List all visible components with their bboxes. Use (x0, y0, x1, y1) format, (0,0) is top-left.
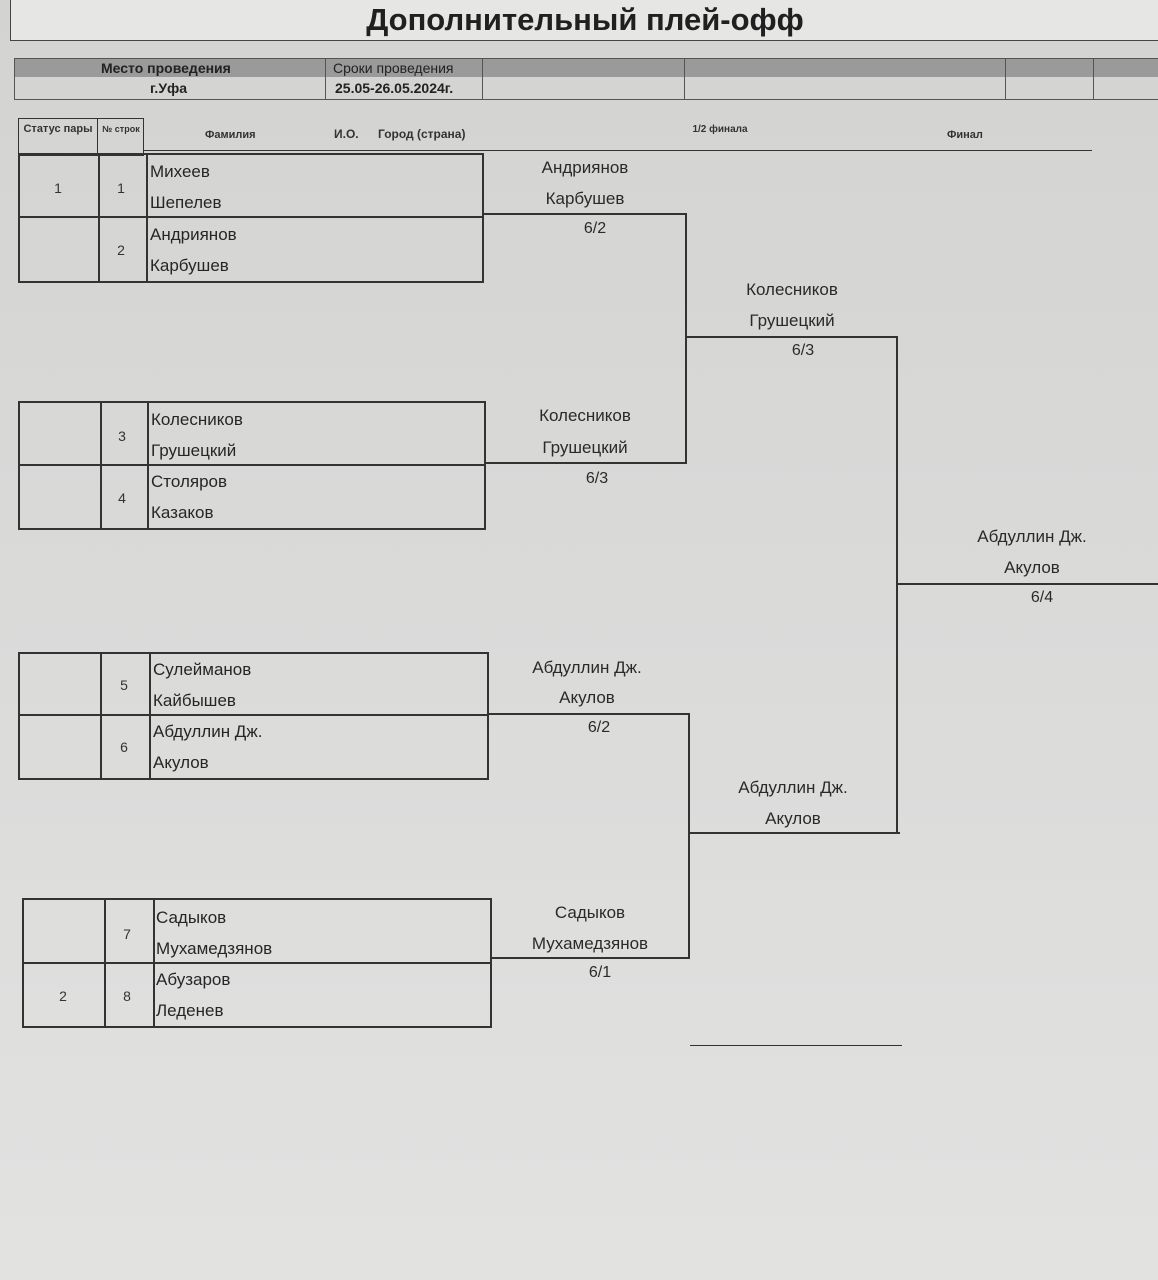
pair-group-3 (18, 652, 489, 780)
pair-group-1 (18, 153, 484, 283)
match-score: 6/3 (585, 470, 609, 487)
pair-status: 1 (54, 180, 62, 196)
winner-name: Акулов (559, 688, 615, 707)
player-name: Андриянов (150, 225, 237, 244)
city-header: Город (страна) (378, 127, 466, 141)
player-name: Столяров (151, 472, 228, 491)
player-name: Колесников (151, 410, 243, 429)
winner-name: Грушецкий (749, 311, 835, 330)
status-header: Статус пары (23, 123, 93, 135)
player-name: Карбушев (150, 256, 229, 275)
winner-name: Мухамедзянов (531, 934, 649, 953)
blank-line (690, 1045, 902, 1046)
final-score: 6/4 (1030, 589, 1054, 606)
winner-name: Абдуллин Дж. (738, 778, 848, 797)
player-name: Кайбышев (153, 691, 236, 710)
match-score: 6/1 (588, 964, 612, 981)
surname-header: Фамилия (205, 129, 256, 141)
pair-group-2 (18, 401, 486, 530)
pair-status: 2 (59, 988, 67, 1004)
initials-header: И.О. (334, 127, 359, 141)
row-number: 1 (117, 180, 125, 196)
dates-label: Сроки проведения (333, 60, 454, 76)
bracket-line (688, 713, 690, 959)
winner-name: Колесников (539, 406, 631, 425)
winner-name: Андриянов (541, 158, 629, 177)
bracket-line (898, 583, 1158, 585)
row-number: 5 (120, 677, 128, 693)
bracket-line (896, 336, 898, 834)
info-table (14, 58, 1158, 100)
venue-label: Место проведения (101, 60, 231, 76)
final-header: Финал (947, 129, 983, 141)
row-number-header: № строк (102, 124, 140, 134)
player-name: Казаков (151, 503, 214, 522)
page-title: Дополнительный плей-офф (366, 2, 804, 37)
player-name: Абузаров (156, 970, 231, 989)
player-name: Садыков (156, 908, 227, 927)
winner-name: Акулов (765, 809, 821, 828)
match-score: 6/3 (791, 342, 815, 359)
bracket-line (690, 832, 900, 834)
header-underline (144, 150, 1092, 151)
pair-group-4 (22, 898, 492, 1028)
row-number: 6 (120, 739, 128, 755)
bracket-line (482, 213, 685, 215)
player-name: Грушецкий (151, 441, 237, 460)
match-score: 6/2 (587, 719, 611, 736)
final-winner-name: Акулов (1004, 558, 1060, 577)
row-number: 4 (118, 490, 126, 506)
player-name: Акулов (153, 753, 209, 772)
bracket-line (484, 462, 687, 464)
player-name: Сулейманов (153, 660, 252, 679)
winner-name: Абдуллин Дж. (532, 658, 642, 677)
row-number: 7 (123, 926, 131, 942)
player-name: Шепелев (150, 193, 222, 212)
match-score: 6/2 (583, 220, 607, 237)
player-name: Леденев (156, 1001, 224, 1020)
winner-name: Садыков (554, 903, 626, 922)
row-number: 2 (117, 242, 125, 258)
bracket-line (685, 213, 687, 464)
winner-name: Колесников (746, 280, 838, 299)
semifinal-header: 1/2 финала (692, 124, 748, 135)
bracket-line (487, 713, 688, 715)
venue-value: г.Уфа (150, 80, 188, 96)
dates-value: 25.05-26.05.2024г. (335, 80, 454, 96)
row-number: 3 (118, 428, 126, 444)
bracket-line (490, 957, 690, 959)
row-number: 8 (123, 988, 131, 1004)
player-name: Мухамедзянов (156, 939, 273, 958)
bracket-line (687, 336, 897, 338)
final-winner-name: Абдуллин Дж. (977, 527, 1087, 546)
player-name: Михеев (150, 162, 210, 181)
winner-name: Грушецкий (542, 438, 628, 457)
player-name: Абдуллин Дж. (153, 722, 263, 741)
winner-name: Карбушев (545, 189, 625, 208)
